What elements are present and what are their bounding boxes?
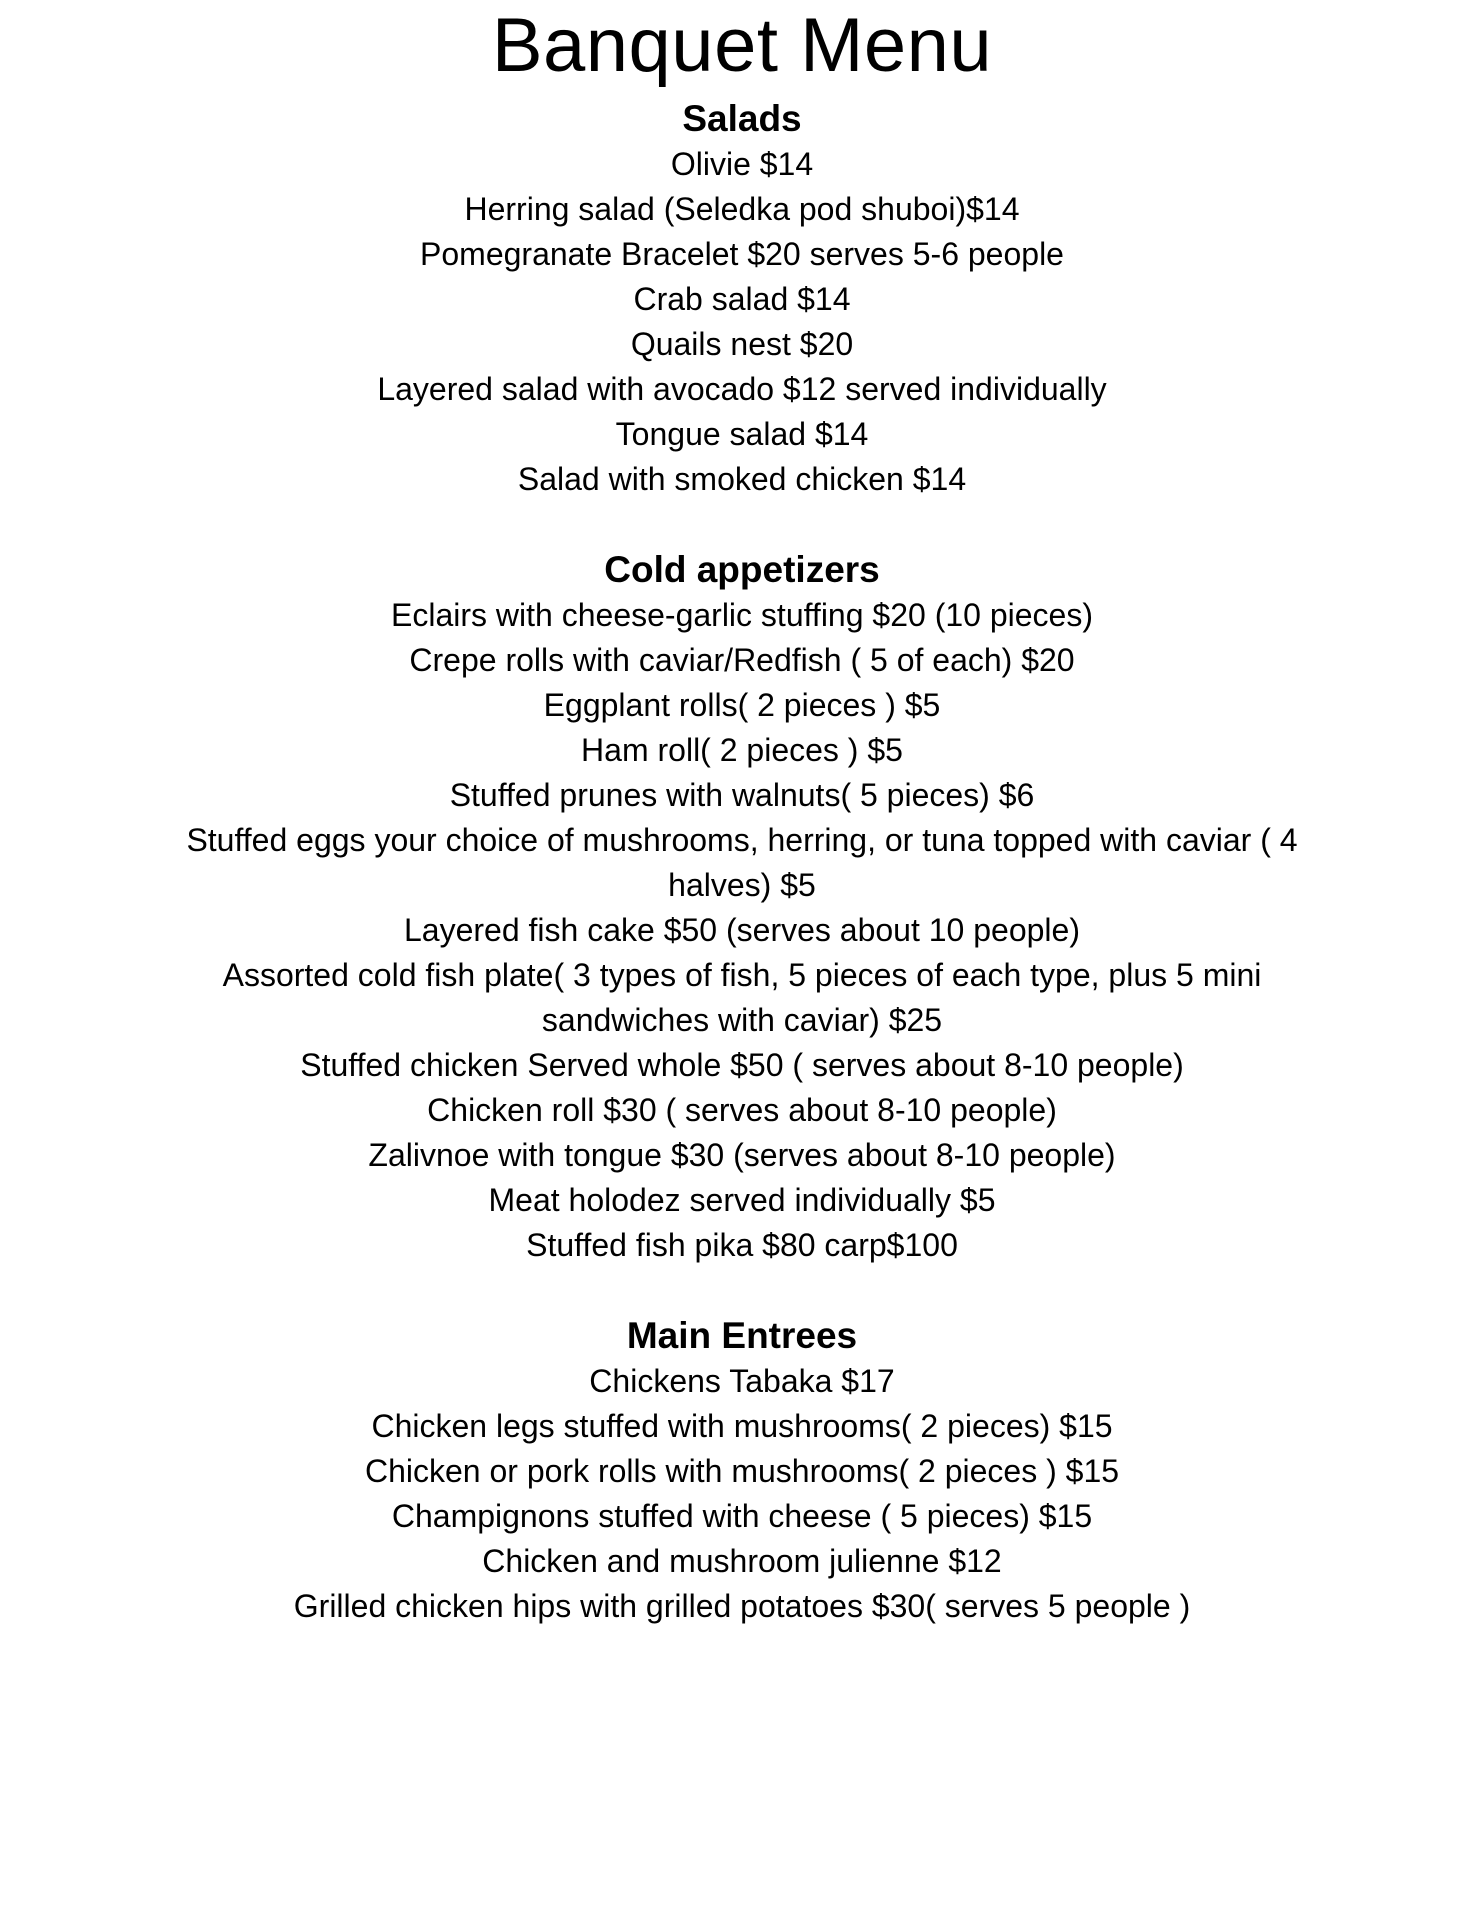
menu-item: Ham roll( 2 pieces ) $5: [581, 732, 903, 768]
section-salads: [0, 96, 1484, 502]
menu-item: Stuffed prunes with walnuts( 5 pieces) $6: [449, 777, 1035, 813]
menu-item: Champignons stuffed with cheese ( 5 pieces) $15: [391, 1498, 1093, 1534]
menu-item: Crab salad $14: [633, 281, 851, 317]
menu-item: Layered fish cake $50 (serves about 10 people): [404, 912, 1080, 948]
section-heading-cold-appetizers: Cold appetizers: [604, 549, 880, 590]
menu-item: Eggplant rolls( 2 pieces ) $5: [543, 687, 941, 723]
menu-item: Chicken legs stuffed with mushrooms( 2 pieces) $15: [371, 1408, 1113, 1444]
section-heading-salads: Salads: [682, 98, 802, 139]
menu-item: Quails nest $20: [630, 326, 854, 362]
main-entrees-list: [0, 1359, 1484, 1629]
menu-item: Herring salad (Seledka pod shuboi)$14: [464, 191, 1020, 227]
menu-item: Stuffed chicken Served whole $50 ( serves about 8-10 people): [300, 1047, 1184, 1083]
menu-item: Crepe rolls with caviar/Redfish ( 5 of each) $20: [409, 642, 1075, 678]
menu-item: Eclairs with cheese-garlic stuffing $20 (10 pieces): [391, 597, 1093, 633]
salads-list: [0, 142, 1484, 502]
section-heading-main-entrees: Main Entrees: [626, 1315, 858, 1356]
menu-item: Layered salad with avocado $12 served individually: [377, 371, 1107, 407]
page-title: Banquet Menu: [491, 3, 993, 88]
menu-item: Chicken or pork rolls with mushrooms( 2 pieces ) $15: [364, 1453, 1120, 1489]
menu-item: Stuffed fish pika $80 carp$100: [526, 1227, 958, 1263]
menu-item: Stuffed eggs your choice of mushrooms, herring, or tuna topped with caviar ( 4 halves) $5: [186, 822, 1298, 903]
menu-item: Olivie $14: [670, 146, 814, 182]
section-main-entrees: [0, 1313, 1484, 1629]
menu-item: Tongue salad $14: [615, 416, 869, 452]
section-cold-appetizers: [0, 547, 1484, 1268]
menu-item: Chickens Tabaka $17: [589, 1363, 895, 1399]
menu-item: Zalivnoe with tongue $30 (serves about 8-10 people): [368, 1137, 1116, 1173]
menu-item: Salad with smoked chicken $14: [517, 461, 967, 497]
menu-item: Grilled chicken hips with grilled potatoes $30( serves 5 people ): [293, 1588, 1191, 1624]
menu-item: Chicken and mushroom julienne $12: [482, 1543, 1002, 1579]
menu-item: Meat holodez served individually $5: [488, 1182, 996, 1218]
menu-item: Pomegranate Bracelet $20 serves 5-6 people: [420, 236, 1064, 272]
cold-appetizers-list: [0, 593, 1484, 1268]
menu-item: Assorted cold fish plate( 3 types of fish, 5 pieces of each type, plus 5 mini sandwiches with caviar) $25: [222, 957, 1262, 1038]
menu-item: Chicken roll $30 ( serves about 8-10 people): [427, 1092, 1057, 1128]
